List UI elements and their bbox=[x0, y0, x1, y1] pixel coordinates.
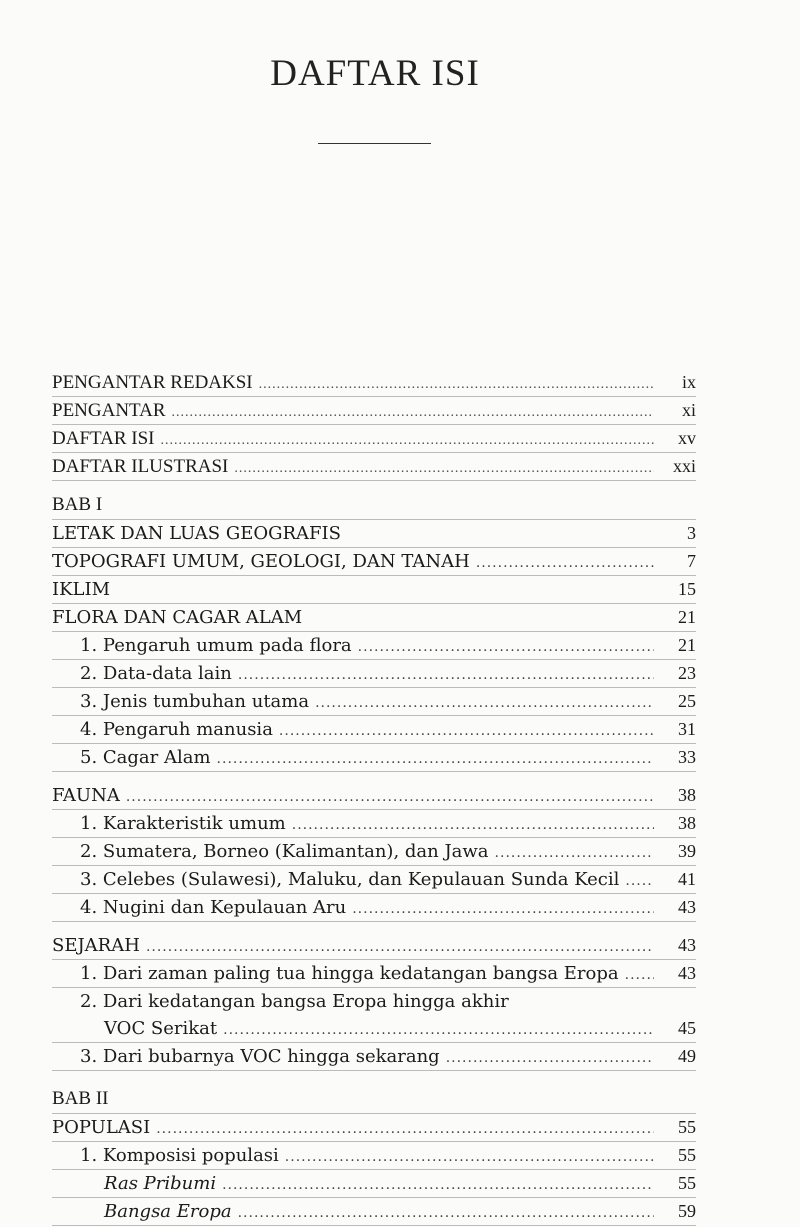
toc-entry-label: POPULASI bbox=[52, 1117, 151, 1138]
toc-entry-page: xi bbox=[681, 400, 696, 420]
toc-entry[interactable] bbox=[52, 932, 696, 960]
toc-entry-page: xxi bbox=[672, 456, 696, 476]
bab-2-section bbox=[52, 1085, 696, 1226]
toc-entry[interactable] bbox=[52, 894, 696, 922]
toc-entry-label: 3. Jenis tumbuhan utama bbox=[80, 691, 310, 712]
toc-entry[interactable] bbox=[52, 604, 696, 632]
dot-leader bbox=[126, 784, 654, 811]
dot-leader bbox=[217, 746, 654, 773]
toc-entry-page: 59 bbox=[678, 1201, 696, 1221]
dot-leader bbox=[625, 962, 654, 989]
bab-1-section bbox=[52, 491, 696, 772]
toc-entry-page: 45 bbox=[678, 1018, 696, 1038]
toc-entry[interactable] bbox=[52, 1198, 696, 1226]
toc-entry-page: 49 bbox=[678, 1046, 696, 1066]
toc-entry-label: DAFTAR ISI bbox=[52, 428, 155, 449]
dot-leader bbox=[238, 662, 654, 689]
toc-entry-label: VOC Serikat bbox=[104, 1018, 218, 1039]
toc-entry[interactable] bbox=[52, 1142, 696, 1170]
toc-entry-label: PENGANTAR REDAKSI bbox=[52, 372, 253, 393]
toc-entry[interactable] bbox=[52, 744, 696, 772]
dot-leader bbox=[279, 718, 654, 745]
toc-entry[interactable] bbox=[52, 632, 696, 660]
toc-entry[interactable] bbox=[52, 1043, 696, 1071]
toc-entry-label: Bangsa Eropa bbox=[104, 1201, 232, 1222]
toc-entry-label: 2. Data-data lain bbox=[80, 663, 232, 684]
toc-entry-page: 3 bbox=[687, 523, 696, 543]
toc-entry[interactable] bbox=[52, 1170, 696, 1198]
toc-entry-label: 4. Nugini dan Kepulauan Aru bbox=[80, 897, 347, 918]
toc-entry[interactable] bbox=[52, 397, 696, 425]
toc-entry-label: SEJARAH bbox=[52, 935, 140, 956]
dot-leader bbox=[358, 634, 654, 661]
dot-leader bbox=[446, 1045, 654, 1072]
toc-entry-page: 7 bbox=[687, 551, 696, 571]
toc-entry[interactable] bbox=[52, 520, 696, 548]
toc-entry-label: 1. Karakteristik umum bbox=[80, 813, 286, 834]
chapter-heading-label: BAB II bbox=[52, 1088, 109, 1109]
toc-entry-label: 4. Pengaruh manusia bbox=[80, 719, 273, 740]
toc-entry[interactable] bbox=[52, 782, 696, 810]
toc-entry[interactable] bbox=[52, 425, 696, 453]
fauna-section bbox=[52, 782, 696, 922]
dot-leader bbox=[259, 371, 654, 398]
dot-leader bbox=[156, 1116, 654, 1143]
chapter-heading bbox=[52, 491, 696, 520]
toc-entry-page: 55 bbox=[678, 1145, 696, 1165]
toc-entry-label: 1. Komposisi populasi bbox=[80, 1145, 279, 1166]
chapter-heading-label: BAB I bbox=[52, 494, 103, 515]
toc-entry-page: 25 bbox=[678, 691, 696, 711]
front-matter-section bbox=[52, 369, 696, 481]
toc-entry-label: DAFTAR ILUSTRASI bbox=[52, 456, 229, 477]
toc-entry-page: 43 bbox=[678, 897, 696, 917]
dot-leader bbox=[292, 812, 654, 839]
toc-entry-label: LETAK DAN LUAS GEOGRAFIS bbox=[52, 523, 341, 544]
title-rule bbox=[318, 143, 431, 144]
toc-entry-label: 2. Dari kedatangan bangsa Eropa hingga akhir bbox=[80, 991, 509, 1012]
toc-entry[interactable] bbox=[52, 1114, 696, 1142]
dot-leader bbox=[315, 690, 654, 717]
toc-entry-continuation[interactable] bbox=[52, 1015, 696, 1043]
dot-leader bbox=[146, 934, 654, 961]
dot-leader bbox=[160, 427, 654, 454]
toc-entry-page: 55 bbox=[678, 1173, 696, 1193]
sejarah-section bbox=[52, 932, 696, 1071]
dot-leader bbox=[223, 1017, 654, 1044]
toc-entry-label: TOPOGRAFI UMUM, GEOLOGI, DAN TANAH bbox=[52, 551, 470, 572]
toc-entry[interactable] bbox=[52, 453, 696, 481]
dot-leader bbox=[238, 1200, 654, 1227]
toc-entry-page: 21 bbox=[678, 635, 696, 655]
dot-leader bbox=[222, 1172, 654, 1199]
toc-entry[interactable] bbox=[52, 988, 696, 1015]
toc-entry-label: FLORA DAN CAGAR ALAM bbox=[52, 607, 303, 628]
toc-entry-label: 3. Dari bubarnya VOC hingga sekarang bbox=[80, 1046, 440, 1067]
toc-entry[interactable] bbox=[52, 960, 696, 988]
toc-entry-label: 1. Dari zaman paling tua hingga kedatangan bangsa Eropa bbox=[80, 963, 619, 984]
dot-leader bbox=[476, 550, 654, 577]
dot-leader bbox=[172, 399, 654, 426]
toc-entry[interactable] bbox=[52, 810, 696, 838]
toc-entry-page: 15 bbox=[678, 579, 696, 599]
toc-entry-page: 43 bbox=[678, 963, 696, 983]
toc-entry-label: IKLIM bbox=[52, 579, 111, 600]
toc-entry-page: 38 bbox=[678, 785, 696, 805]
toc-entry-label: 2. Sumatera, Borneo (Kalimantan), dan Jawa bbox=[80, 841, 489, 862]
toc-entry-page: 31 bbox=[678, 719, 696, 739]
toc-entry-page: 39 bbox=[678, 841, 696, 861]
toc-entry[interactable] bbox=[52, 660, 696, 688]
toc-entry-page: 55 bbox=[678, 1117, 696, 1137]
chapter-heading bbox=[52, 1085, 696, 1114]
dot-leader bbox=[352, 896, 654, 923]
toc-entry[interactable] bbox=[52, 838, 696, 866]
toc-entry-page: ix bbox=[681, 372, 696, 392]
toc-entry[interactable] bbox=[52, 576, 696, 604]
toc-entry-label: Ras Pribumi bbox=[104, 1173, 217, 1194]
toc-entry-page: 38 bbox=[678, 813, 696, 833]
toc-entry-label: PENGANTAR bbox=[52, 400, 166, 421]
toc-entry-page: 41 bbox=[678, 869, 696, 889]
dot-leader bbox=[495, 840, 654, 867]
dot-leader bbox=[285, 1144, 654, 1171]
toc-entry[interactable] bbox=[52, 688, 696, 716]
toc-entry-page: 43 bbox=[678, 935, 696, 955]
toc-entry[interactable] bbox=[52, 716, 696, 744]
page-title: DAFTAR ISI bbox=[270, 53, 480, 94]
toc-entry-label: 3. Celebes (Sulawesi), Maluku, dan Kepulauan Sunda Kecil bbox=[80, 869, 620, 890]
toc-entry-page: xv bbox=[678, 428, 696, 448]
table-of-contents bbox=[52, 369, 696, 1226]
toc-entry-label: 1. Pengaruh umum pada flora bbox=[80, 635, 352, 656]
dot-leader bbox=[234, 455, 654, 482]
toc-entry-label: 5. Cagar Alam bbox=[80, 747, 211, 768]
toc-entry[interactable] bbox=[52, 369, 696, 397]
toc-entry-page: 23 bbox=[678, 663, 696, 683]
toc-entry[interactable] bbox=[52, 866, 696, 894]
dot-leader bbox=[625, 868, 654, 895]
toc-entry[interactable] bbox=[52, 548, 696, 576]
toc-entry-page: 21 bbox=[678, 607, 696, 627]
toc-entry-label: FAUNA bbox=[52, 785, 120, 806]
toc-entry-page: 33 bbox=[678, 747, 696, 767]
